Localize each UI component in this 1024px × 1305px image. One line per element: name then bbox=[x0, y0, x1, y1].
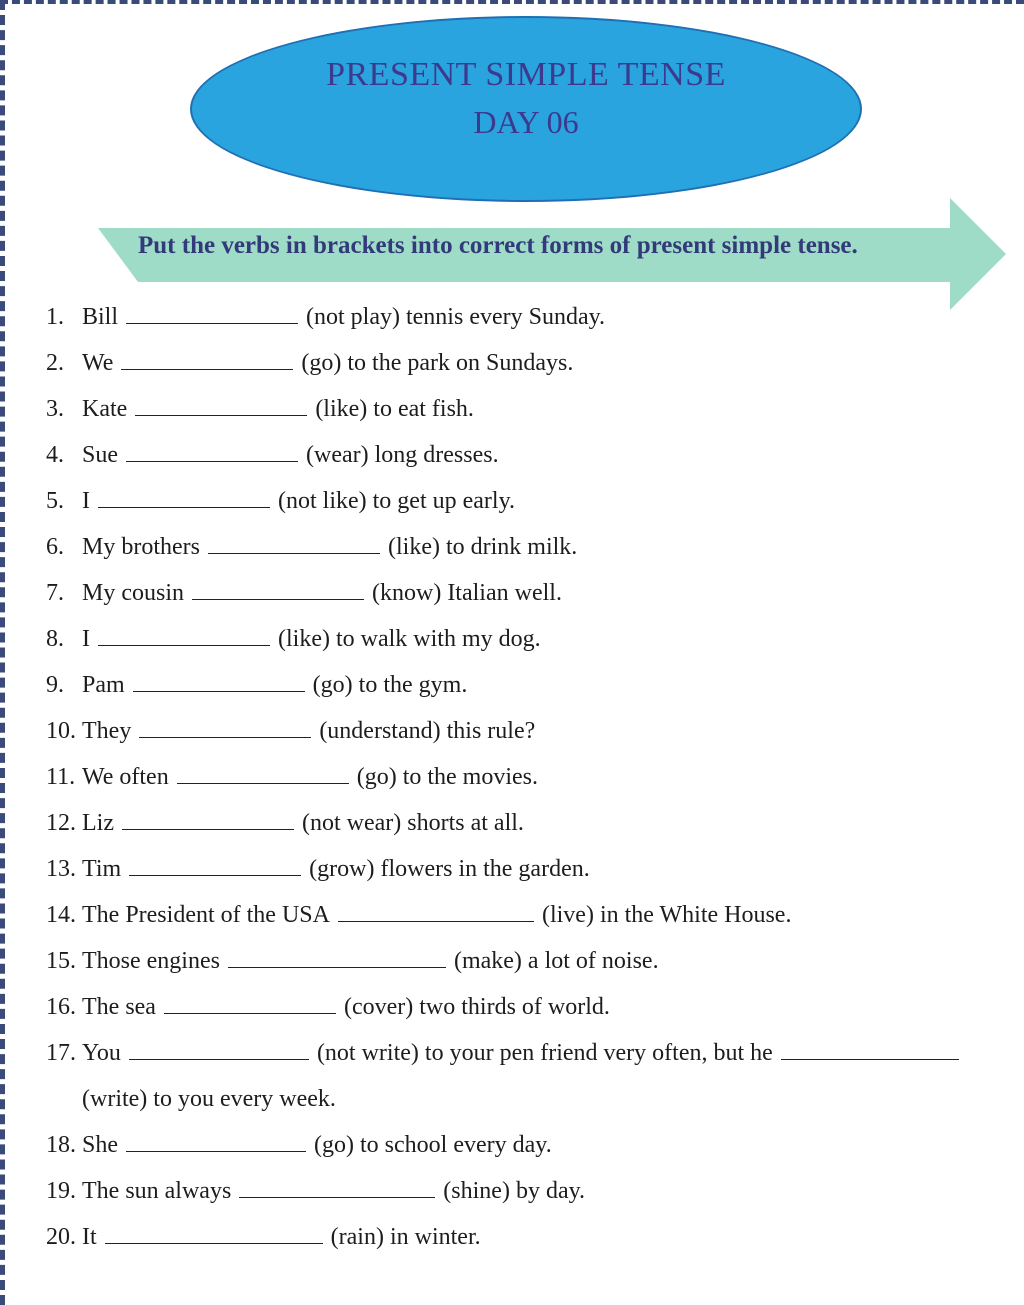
item-subject: Pam bbox=[82, 672, 125, 698]
item-verb-and-rest: (make) a lot of noise. bbox=[453, 948, 659, 974]
item-subject: The sun always bbox=[82, 1178, 232, 1204]
exercise-item bbox=[46, 570, 1024, 616]
exercise-item bbox=[46, 938, 1024, 984]
answer-blank[interactable] bbox=[135, 393, 307, 416]
item-number: 10. bbox=[46, 718, 76, 744]
answer-blank[interactable] bbox=[133, 669, 305, 692]
page-subtitle-day: DAY 06 bbox=[473, 104, 579, 140]
item-number: 11. bbox=[46, 764, 76, 790]
instruction-text: Put the verbs in brackets into correct forms of present simple tense. bbox=[138, 232, 858, 259]
item-number: 9. bbox=[46, 672, 64, 698]
item-verb-and-rest: (not wear) shorts at all. bbox=[301, 810, 524, 836]
exercise-list bbox=[46, 294, 1024, 1260]
item-subject: The sea bbox=[82, 994, 156, 1020]
exercise-item bbox=[46, 800, 1024, 846]
exercise-item bbox=[46, 662, 1024, 708]
item-verb-and-rest: (rain) in winter. bbox=[330, 1224, 481, 1250]
answer-blank[interactable] bbox=[129, 853, 301, 876]
answer-blank[interactable] bbox=[338, 899, 534, 922]
exercise-item bbox=[46, 432, 1024, 478]
item-subject: Those engines bbox=[82, 948, 220, 974]
exercise-item bbox=[46, 340, 1024, 386]
item-verb-and-rest: (cover) two thirds of world. bbox=[343, 994, 610, 1020]
item-subject: My cousin bbox=[82, 580, 184, 606]
item-subject: Bill bbox=[82, 304, 119, 330]
item-number: 13. bbox=[46, 856, 76, 882]
item-subject: The President of the USA bbox=[82, 902, 330, 928]
exercise-item bbox=[46, 294, 1024, 340]
item-verb-and-rest: (like) to drink milk. bbox=[387, 534, 578, 560]
item-number: 19. bbox=[46, 1178, 76, 1204]
answer-blank[interactable] bbox=[129, 1037, 309, 1060]
exercise-item bbox=[46, 478, 1024, 524]
answer-blank[interactable] bbox=[208, 531, 380, 554]
item-subject: It bbox=[82, 1224, 97, 1250]
item-verb-and-rest: (go) to the park on Sundays. bbox=[301, 350, 574, 376]
item-number: 4. bbox=[46, 442, 64, 468]
item-number: 3. bbox=[46, 396, 64, 422]
answer-blank[interactable] bbox=[105, 1221, 323, 1244]
item-number: 12. bbox=[46, 810, 76, 836]
item-verb-and-rest: (go) to the movies. bbox=[356, 764, 539, 790]
item-verb-and-rest: (not write) to your pen friend very often, but he bbox=[316, 1040, 773, 1066]
exercise-item bbox=[46, 754, 1024, 800]
item-verb-and-rest: (understand) this rule? bbox=[319, 718, 536, 744]
item-subject: I bbox=[82, 626, 90, 652]
item-subject: Tim bbox=[82, 856, 122, 882]
answer-blank[interactable] bbox=[98, 485, 270, 508]
item-verb-and-rest: (live) in the White House. bbox=[541, 902, 792, 928]
item-number: 15. bbox=[46, 948, 76, 974]
item-number: 14. bbox=[46, 902, 76, 928]
answer-blank[interactable] bbox=[192, 577, 364, 600]
page-title: PRESENT SIMPLE TENSE bbox=[326, 56, 726, 93]
item-number: 7. bbox=[46, 580, 64, 606]
answer-blank[interactable] bbox=[126, 301, 298, 324]
item-number: 18. bbox=[46, 1132, 76, 1158]
item-subject: You bbox=[82, 1040, 121, 1066]
answer-blank[interactable] bbox=[126, 439, 298, 462]
item-continuation-text: (write) to you every week. bbox=[82, 1086, 336, 1112]
item-subject: Liz bbox=[82, 810, 114, 836]
dashed-border-top bbox=[0, 0, 1024, 12]
item-verb-and-rest: (like) to eat fish. bbox=[315, 396, 474, 422]
answer-blank-second[interactable] bbox=[781, 1037, 959, 1060]
exercise-item bbox=[46, 892, 1024, 938]
answer-blank[interactable] bbox=[164, 991, 336, 1014]
exercise-item-continuation bbox=[46, 1076, 1024, 1122]
item-subject: We often bbox=[82, 764, 169, 790]
item-verb-and-rest: (shine) by day. bbox=[443, 1178, 586, 1204]
item-number: 1. bbox=[46, 304, 64, 330]
exercise-item bbox=[46, 984, 1024, 1030]
item-number: 20. bbox=[46, 1224, 76, 1250]
item-verb-and-rest: (like) to walk with my dog. bbox=[278, 626, 541, 652]
item-subject: My brothers bbox=[82, 534, 200, 560]
item-subject: She bbox=[82, 1132, 118, 1158]
item-number: 17. bbox=[46, 1040, 76, 1066]
answer-blank[interactable] bbox=[239, 1175, 435, 1198]
answer-blank[interactable] bbox=[177, 761, 349, 784]
item-number: 8. bbox=[46, 626, 64, 652]
item-number: 16. bbox=[46, 994, 76, 1020]
item-subject: I bbox=[82, 488, 90, 514]
item-verb-and-rest: (wear) long dresses. bbox=[306, 442, 499, 468]
item-verb-and-rest: (go) to school every day. bbox=[314, 1132, 552, 1158]
exercise-item bbox=[46, 1030, 1024, 1076]
answer-blank[interactable] bbox=[139, 715, 311, 738]
item-verb-and-rest: (grow) flowers in the garden. bbox=[309, 856, 590, 882]
answer-blank[interactable] bbox=[228, 945, 446, 968]
exercise-item bbox=[46, 1168, 1024, 1214]
exercise-item bbox=[46, 524, 1024, 570]
item-subject: Sue bbox=[82, 442, 118, 468]
item-subject: Kate bbox=[82, 396, 128, 422]
exercise-item bbox=[46, 1214, 1024, 1260]
answer-blank[interactable] bbox=[126, 1129, 306, 1152]
item-number: 2. bbox=[46, 350, 64, 376]
exercise-item bbox=[46, 386, 1024, 432]
exercise-item bbox=[46, 1122, 1024, 1168]
item-number: 6. bbox=[46, 534, 64, 560]
answer-blank[interactable] bbox=[122, 807, 294, 830]
item-verb-and-rest: (go) to the gym. bbox=[312, 672, 468, 698]
dashed-border-left bbox=[0, 0, 8, 1305]
answer-blank[interactable] bbox=[98, 623, 270, 646]
answer-blank[interactable] bbox=[121, 347, 293, 370]
exercise-item bbox=[46, 708, 1024, 754]
item-subject: They bbox=[82, 718, 132, 744]
item-verb-and-rest: (not play) tennis every Sunday. bbox=[306, 304, 606, 330]
item-subject: We bbox=[82, 350, 114, 376]
exercise-item bbox=[46, 616, 1024, 662]
item-number: 5. bbox=[46, 488, 64, 514]
item-verb-and-rest: (not like) to get up early. bbox=[278, 488, 516, 514]
exercise-item bbox=[46, 846, 1024, 892]
item-verb-and-rest: (know) Italian well. bbox=[372, 580, 562, 606]
